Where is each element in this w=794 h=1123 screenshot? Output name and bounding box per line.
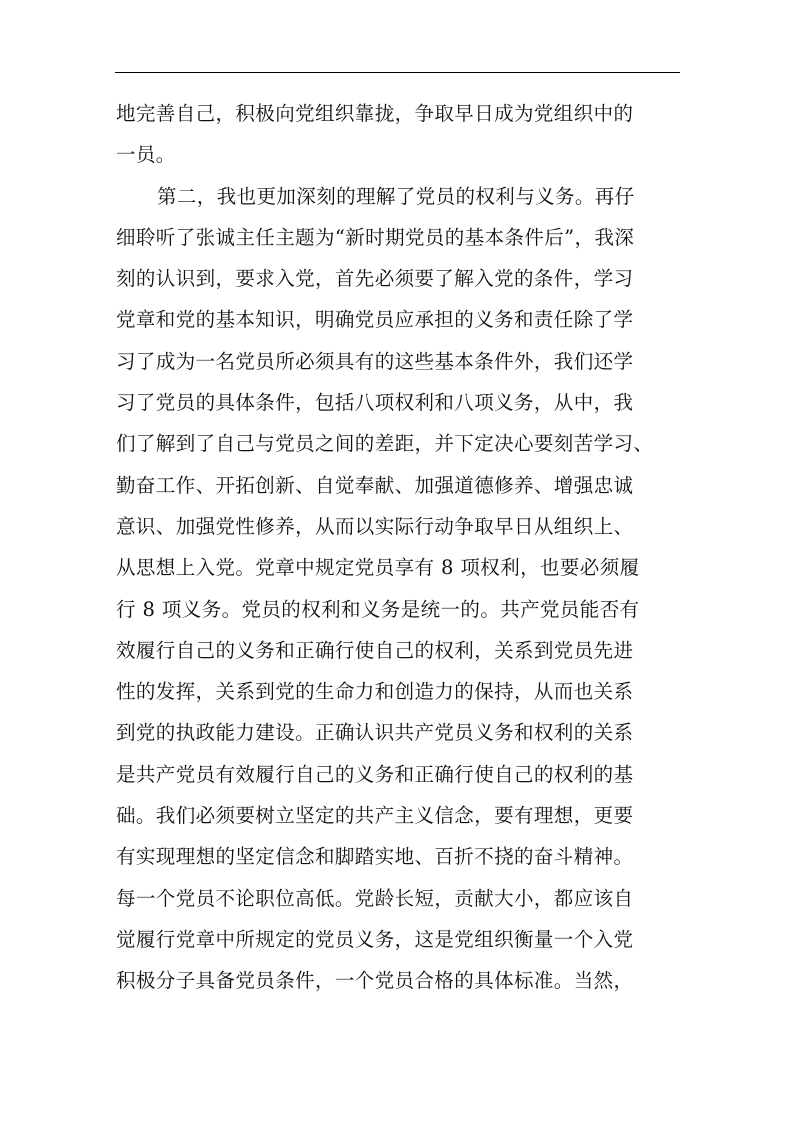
text-line: 行 8 项义务。党员的权利和义务是统一的。共产党员能否有: [116, 597, 640, 621]
document-body: [116, 93, 682, 1002]
text-line: 地完善自己，积极向党组织靠拢，争取早日成为党组织中的: [116, 102, 634, 125]
text-line: 效履行自己的义务和正确行使自己的权利，关系到党员先进: [116, 638, 634, 662]
text-line: 细聆听了张诚主任主题为“新时期党员的基本条件后”，我深: [116, 225, 635, 249]
text-line: 是共产党员有效履行自己的义务和正确行使自己的权利的基: [116, 762, 634, 786]
text-line: 习了党员的具体条件，包括八项权利和八项义务，从中，我: [116, 391, 634, 415]
text-line: 刻的认识到，要求入党，首先必须要了解入党的条件，学习: [116, 267, 634, 291]
text-line: 到党的执政能力建设。正确认识共产党员义务和权利的关系: [116, 721, 634, 745]
text-line: 觉履行党章中所规定的党员义务，这是党组织衡量一个入党: [116, 927, 634, 951]
text-line: 意识、加强党性修养，从而以实际行动争取早日从组织上、: [116, 514, 634, 538]
text-line: 一员。: [116, 143, 176, 167]
text-line: 积极分子具备党员条件，一个党员合格的具体标准。当然，: [116, 969, 634, 993]
text-line: 们了解到了自己与党员之间的差距，并下定决心要刻苦学习、: [116, 432, 654, 456]
text-line: 性的发挥，关系到党的生命力和创造力的保持，从而也关系: [116, 680, 634, 704]
text-line: 勤奋工作、开拓创新、自觉奉献、加强道德修养、增强忠诚: [116, 473, 634, 497]
header-rule: [115, 72, 680, 73]
text-line: 从思想上入党。党章中规定党员享有 8 项权利，也要必须履: [116, 556, 640, 580]
text-line: 习了成为一名党员所必须具有的这些基本条件外，我们还学: [116, 349, 634, 373]
text-line: 每一个党员不论职位高低。党龄长短，贡献大小，都应该自: [116, 886, 634, 910]
text-line: 础。我们必须要树立坚定的共产主义信念，要有理想，更要: [116, 804, 634, 828]
paragraph-start-line: 第二，我也更加深刻的理解了党员的权利与义务。再仔: [157, 184, 635, 208]
text-line: 有实现理想的坚定信念和脚踏实地、百折不挠的奋斗精神。: [116, 845, 634, 869]
text-line: 党章和党的基本知识，明确党员应承担的义务和责任除了学: [116, 308, 634, 332]
